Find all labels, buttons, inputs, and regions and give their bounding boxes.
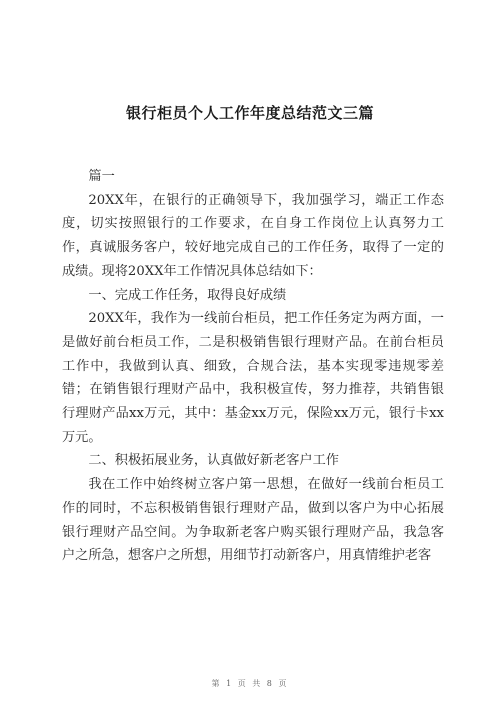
section-heading: 二、积极拓展业务，认真做好新老客户工作 <box>88 453 339 469</box>
section-label: 篇一 <box>88 169 115 184</box>
body-paragraph: 20XX年，在银行的正确领导下，我加强学习，端正工作态度，切实按照银行的工作要求，在自身工作岗位上认真努力工作，真诚服务客户，较好地完成自己的工作任务，取得了一定的成绩。现将20XX年工作情况具体总结如下： <box>62 192 444 279</box>
document-body <box>62 165 444 568</box>
page-footer: 第 1 页 共 8 页 <box>211 679 289 688</box>
body-paragraph: 20XX年，我作为一线前台柜员，把工作任务定为两方面，一是做好前台柜员工作，二是积极销售银行理财产品。在前台柜员工作中，我做到认真、细致，合规合法，基本实现零违规零差错；在销售银行理财产品中，我积极宣传，努力推荐，共销售银行理财产品xx万元，其中：基金xx万元，保险xx万元，银行卡xx万元。 <box>62 311 444 445</box>
document-title: 银行柜员个人工作年度总结范文三篇 <box>125 104 374 122</box>
section-heading: 一、完成工作任务，取得良好成绩 <box>88 287 287 303</box>
body-paragraph: 我在工作中始终树立客户第一思想，在做好一线前台柜员工作的同时，不忘积极销售银行理财产品，做到以客户为中心拓展银行理财产品空间。为争取新老客户购买银行理财产品，我急客户之所急，想客户之所想，用细节打动新客户，用真情维护老客 <box>62 477 444 564</box>
